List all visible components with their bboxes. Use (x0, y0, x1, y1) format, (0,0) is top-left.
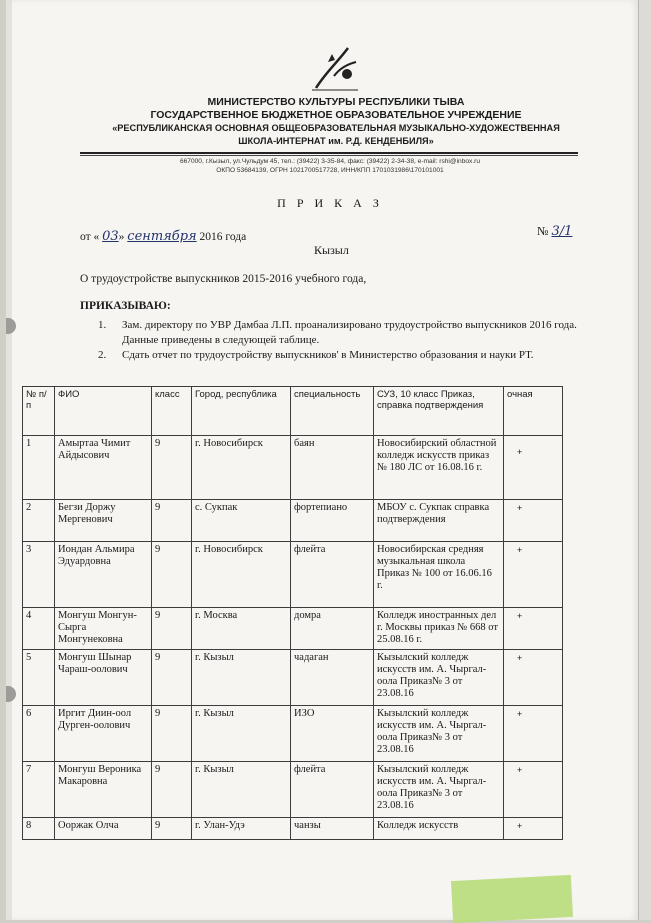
cell-class: 9 (152, 762, 192, 818)
page-edge-right (638, 0, 651, 920)
institution-name: «РЕСПУБЛИКАНСКАЯ ОСНОВНАЯ ОБЩЕОБРАЗОВАТЕЛЬНАЯ МУЗЫКАЛЬНО-ХУДОЖЕСТВЕННАЯ (112, 123, 560, 133)
cell-fulltime (504, 762, 563, 818)
page-edge-left (6, 0, 12, 920)
cell-city: с. Сукпак (192, 500, 291, 542)
order-number (537, 224, 572, 239)
cell-city: г. Новосибирск (192, 436, 291, 500)
cell-number: 4 (23, 608, 55, 650)
cell-class: 9 (152, 500, 192, 542)
cell-number: 2 (23, 500, 55, 542)
header-cell: очная (504, 387, 563, 436)
punch-hole (6, 318, 16, 334)
cell-fulltime (504, 706, 563, 762)
header-cell: СУЗ, 10 класс Приказ, справка подтверждения (374, 387, 504, 436)
cell-specialty: домра (291, 608, 374, 650)
cell-fulltime (504, 650, 563, 706)
order-item (98, 318, 598, 348)
table-row (23, 608, 563, 650)
cell-city: г. Кызыл (192, 706, 291, 762)
cell-specialty: флейта (291, 542, 374, 608)
header-cell: Город, республика (192, 387, 291, 436)
cell-institution: МБОУ с. Сукпак справка подтверждения (374, 500, 504, 542)
header-cell: класс (152, 387, 192, 436)
school-logo-icon (306, 42, 364, 94)
letterhead (66, 96, 606, 148)
fulltime-mark: + (517, 653, 523, 663)
cell-number: 1 (23, 436, 55, 500)
date-prefix: от « (80, 231, 100, 243)
date-suffix: 2016 года (199, 231, 247, 243)
cell-specialty: чадаган (291, 650, 374, 706)
cell-number: 5 (23, 650, 55, 706)
order-items (98, 318, 598, 363)
header-cell: № п/п (23, 387, 55, 436)
city: Кызыл (314, 243, 349, 257)
order-item (98, 348, 598, 363)
cell-name: Монгуш Шынар Чараш-оолович (55, 650, 152, 706)
institution-name-cont: ШКОЛА-ИНТЕРНАТ им. Р.Д. КЕНДЕНБИЛЯ» (238, 136, 434, 146)
ministry-name: МИНИСТЕРСТВО КУЛЬТУРЫ РЕСПУБЛИКИ ТЫВА (207, 96, 465, 108)
cell-name: Бегзи Доржу Мергенович (55, 500, 152, 542)
cell-number: 8 (23, 818, 55, 840)
cell-name: Ооржак Олча (55, 818, 152, 840)
order-item-number: 2. (98, 349, 107, 361)
table-row (23, 818, 563, 840)
fulltime-mark: + (517, 545, 523, 555)
fulltime-mark: + (517, 709, 523, 719)
date-day: 03 (102, 229, 119, 244)
cell-specialty: флейта (291, 762, 374, 818)
cell-fulltime (504, 818, 563, 840)
contacts-address: 667000, г.Кызыл, ул.Чульдум 45, тел.: (39422) 3-35-84, факс: (39422) 2-34-38, e-mail: rshi@inbox.ru (179, 158, 481, 165)
date-line (80, 229, 246, 244)
table-row (23, 650, 563, 706)
fulltime-mark: + (517, 611, 523, 621)
cell-city: г. Кызыл (192, 650, 291, 706)
header-cell: ФИО (55, 387, 152, 436)
cell-name: Монгуш Вероника Макаровна (55, 762, 152, 818)
cell-class: 9 (152, 706, 192, 762)
date-mid: » (118, 231, 125, 243)
cell-specialty: баян (291, 436, 374, 500)
fulltime-mark: + (517, 821, 523, 831)
order-number-value: 3/1 (551, 224, 573, 239)
cell-fulltime (504, 436, 563, 500)
order-item-number: 1. (98, 319, 107, 331)
cell-class: 9 (152, 608, 192, 650)
cell-institution: Новосибирский областной колледж искусств приказ № 180 ЛС от 16.08.16 г. (374, 436, 504, 500)
cell-number: 7 (23, 762, 55, 818)
table-row (23, 542, 563, 608)
table-row (23, 500, 563, 542)
cell-name: Монгуш Монгун-Сырга Монгунековна (55, 608, 152, 650)
header-rule (80, 152, 578, 154)
table-header-row (23, 387, 563, 436)
order-number-label: № (537, 224, 549, 238)
institution-type: ГОСУДАРСТВЕННОЕ БЮДЖЕТНОЕ ОБРАЗОВАТЕЛЬНОЕ УЧРЕЖДЕНИЕ (150, 109, 522, 121)
header-cell: специальность (291, 387, 374, 436)
cell-class: 9 (152, 542, 192, 608)
document-title: П Р И К А З (277, 196, 383, 210)
contacts-registry: ОКПО 53684139, ОГРН 1021700517728, ИНН/КПП 1701031986\170101001 (216, 167, 444, 174)
sticky-note (451, 875, 573, 923)
cell-institution: Колледж иностранных дел г. Москвы приказ № 668 от 25.08.16 г. (374, 608, 504, 650)
fulltime-mark: + (517, 447, 523, 457)
cell-specialty: фортепиано (291, 500, 374, 542)
cell-fulltime (504, 500, 563, 542)
order-item-text: Сдать отчет по трудоустройству выпускников' в Министерство образования и науки РТ. (122, 349, 534, 361)
cell-specialty: чанзы (291, 818, 374, 840)
cell-institution: Кызылский колледж искусств им. А. Чыргал-оола Приказ№ 3 от 23.08.16 (374, 762, 504, 818)
cell-name: Амыртаа Чимит Айдысович (55, 436, 152, 500)
cell-city: г. Новосибирск (192, 542, 291, 608)
cell-number: 3 (23, 542, 55, 608)
cell-name: Иондан Альмира Эдуардовна (55, 542, 152, 608)
contacts (90, 157, 570, 175)
graduates-table (22, 386, 563, 840)
cell-institution: Кызылский колледж искусств им. А. Чыргал-оола Приказ№ 3 от 23.08.16 (374, 706, 504, 762)
cell-institution: Кызылский колледж искусств им. А. Чыргал-оола Приказ№ 3 от 23.08.16 (374, 650, 504, 706)
fulltime-mark: + (517, 503, 523, 513)
header-rule-thin (80, 155, 578, 156)
cell-number: 6 (23, 706, 55, 762)
cell-name: Иргит Диин-оол Дурген-оолович (55, 706, 152, 762)
cell-class: 9 (152, 650, 192, 706)
cell-city: г. Москва (192, 608, 291, 650)
table-row (23, 436, 563, 500)
date-month: сентября (127, 229, 197, 244)
table-row (23, 762, 563, 818)
order-item-text: Зам. директору по УВР Дамбаа Л.П. проанализировано трудоустройство выпускников 2016 года. Данные приведены в следующей таблице. (122, 319, 577, 346)
cell-fulltime (504, 608, 563, 650)
cell-class: 9 (152, 436, 192, 500)
order-word: ПРИКАЗЫВАЮ: (80, 300, 171, 312)
cell-city: г. Кызыл (192, 762, 291, 818)
fulltime-mark: + (517, 765, 523, 775)
order-subject: О трудоустройстве выпускников 2015-2016 учебного года, (80, 273, 367, 285)
cell-specialty: ИЗО (291, 706, 374, 762)
table-row (23, 706, 563, 762)
cell-institution: Новосибирская средняя музыкальная школа Приказ № 100 от 16.06.16 г. (374, 542, 504, 608)
cell-institution: Колледж искусств (374, 818, 504, 840)
punch-hole (6, 686, 16, 702)
cell-fulltime (504, 542, 563, 608)
cell-class: 9 (152, 818, 192, 840)
cell-city: г. Улан-Удэ (192, 818, 291, 840)
